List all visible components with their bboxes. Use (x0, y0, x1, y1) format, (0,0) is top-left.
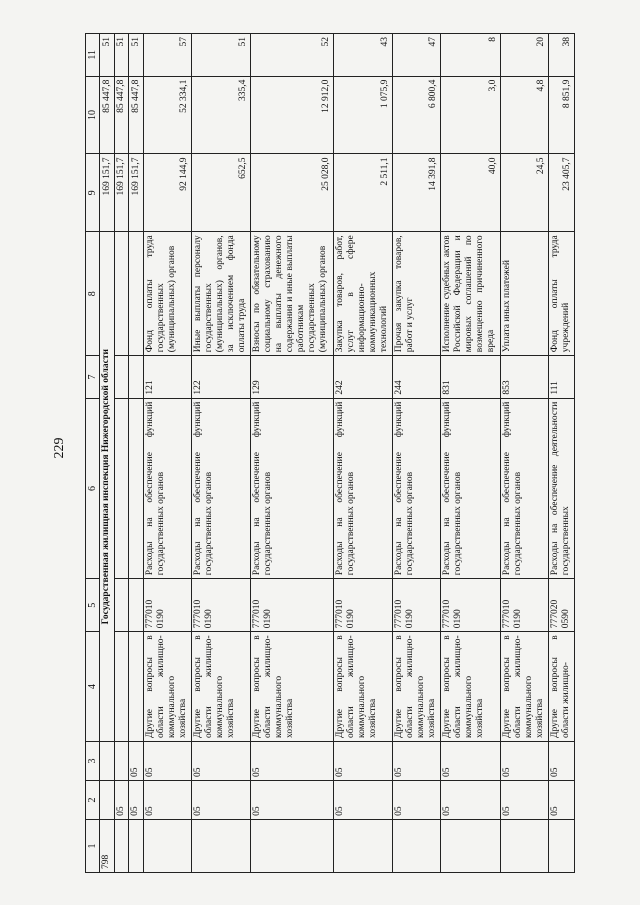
cell-c7: 242 (333, 356, 393, 398)
cell-v10: 335,4 (191, 76, 251, 154)
cell-c5: 777010 0190 (143, 579, 191, 632)
cell-c1 (501, 819, 549, 872)
col-header: 8 (86, 232, 100, 356)
cell-c7: 129 (251, 356, 333, 398)
cell-c7: 831 (441, 356, 501, 398)
cell-c3: 05 (143, 742, 191, 781)
cell-c2: 05 (191, 780, 251, 819)
table-row (251, 34, 333, 873)
cell-c7: 111 (549, 356, 575, 398)
budget-table (85, 33, 575, 873)
cell-v10: 1 075,9 (333, 76, 393, 154)
dept-title: Государственная жилищная инспекция Нижегородской области (100, 232, 114, 742)
cell-c4: Другие вопросы в области жилищно-коммунального хозяйства (501, 632, 549, 742)
cell-c3: 05 (501, 742, 549, 781)
cell-c1 (251, 819, 333, 872)
cell-c1 (191, 819, 251, 872)
cell-c5: 777010 0190 (251, 579, 333, 632)
cell-v9: 652,5 (191, 154, 251, 232)
page-number: 229 (52, 437, 67, 459)
header-row (86, 34, 100, 873)
cell-c8: Фонд оплаты труда учреждений (549, 232, 575, 356)
cell-v10: 6 800,4 (393, 76, 441, 154)
cell-c8: Взносы по обязательному социальному страхованию на выплаты денежного содержания и иные выплаты работникам государственных (муниципальных) органов (251, 232, 333, 356)
cell-v10: 52 334,1 (143, 76, 191, 154)
subtotal-row: 05 05 169 151,7 85 447,8 51 (129, 34, 143, 873)
col-header: 7 (86, 356, 100, 398)
cell-c8: Уплата иных платежей (501, 232, 549, 356)
cell-c6: Расходы на обеспечение деятельности государственных (549, 398, 575, 579)
cell-v10: 4,8 (501, 76, 549, 154)
cell-c2: 05 (441, 780, 501, 819)
cell-v11: 51 (191, 34, 251, 77)
col-header: 3 (86, 742, 100, 781)
cell-c4: Другие вопросы в области жилищно-коммунального хозяйства (333, 632, 393, 742)
table-body (143, 34, 574, 873)
cell-c6: Расходы на обеспечение функций государственных органов (441, 398, 501, 579)
cell-c7: 853 (501, 356, 549, 398)
col-header: 6 (86, 398, 100, 579)
subtotal-row: 05 169 151,7 85 447,8 51 (114, 34, 128, 873)
cell-c8: Фонд оплаты труда государственных (муниципальных) органов (143, 232, 191, 356)
cell-c8: Иные выплаты персоналу государственных (муниципальных) органов, за исключением фонда оплаты труда (191, 232, 251, 356)
col-header: 1 (86, 819, 100, 872)
total-col11: 51 (100, 34, 114, 77)
cell-v10: 12 912,0 (251, 76, 333, 154)
cell-v11: 57 (143, 34, 191, 77)
cell-c1 (333, 819, 393, 872)
col-header: 9 (86, 154, 100, 232)
cell-v9: 92 144,9 (143, 154, 191, 232)
cell-c6: Расходы на обеспечение функций государственных органов (393, 398, 441, 579)
cell-c3: 05 (549, 742, 575, 781)
cell-v9: 25 028,0 (251, 154, 333, 232)
cell-c3: 05 (251, 742, 333, 781)
cell-v9: 24,5 (501, 154, 549, 232)
total-col10: 85 447,8 (100, 76, 114, 154)
cell-c1 (393, 819, 441, 872)
cell-c4: Другие вопросы в области жилищно- (549, 632, 575, 742)
cell-c2: 05 (393, 780, 441, 819)
cell-v11: 43 (333, 34, 393, 77)
cell-c3: 05 (393, 742, 441, 781)
cell-c4: Другие вопросы в области жилищно-коммунального хозяйства (191, 632, 251, 742)
table-row (441, 34, 501, 873)
cell-c3: 05 (441, 742, 501, 781)
total-col9: 169 151,7 (100, 154, 114, 232)
cell-c6: Расходы на обеспечение функций государственных органов (333, 398, 393, 579)
cell-c6: Расходы на обеспечение функций государственных органов (143, 398, 191, 579)
cell-v11: 38 (549, 34, 575, 77)
cell-c8: Закупка товаров, работ, услуг в сфере информационно-коммуникационных технологий (333, 232, 393, 356)
cell-c8: Прочая закупка товаров, работ и услуг (393, 232, 441, 356)
cell-c1 (441, 819, 501, 872)
cell-c8: Исполнение судебных актов Российской Федерации и мировых соглашений по возмещению причиненного вреда (441, 232, 501, 356)
cell-c4: Другие вопросы в области жилищно-коммунального хозяйства (393, 632, 441, 742)
rotated-table-container (85, 33, 575, 873)
col-header: 2 (86, 780, 100, 819)
cell-c4: Другие вопросы в области жилищно-коммунального хозяйства (251, 632, 333, 742)
cell-v11: 20 (501, 34, 549, 77)
cell-c5: 777020 0590 (549, 579, 575, 632)
cell-v11: 8 (441, 34, 501, 77)
cell-c5: 777010 0190 (441, 579, 501, 632)
cell-v11: 47 (393, 34, 441, 77)
cell-c7: 244 (393, 356, 441, 398)
cell-v10: 8 851,9 (549, 76, 575, 154)
cell-c7: 122 (191, 356, 251, 398)
cell-c6: Расходы на обеспечение функций государственных органов (501, 398, 549, 579)
table-row (501, 34, 549, 873)
cell-c3: 05 (191, 742, 251, 781)
cell-c1 (549, 819, 575, 872)
cell-c4: Другие вопросы в области жилищно-коммунального хозяйства (441, 632, 501, 742)
cell-c2: 05 (501, 780, 549, 819)
cell-c1 (143, 819, 191, 872)
table-row (333, 34, 393, 873)
cell-v9: 2 511,1 (333, 154, 393, 232)
cell-v9: 23 405,7 (549, 154, 575, 232)
table-row (143, 34, 191, 873)
table-row (549, 34, 575, 873)
cell-c5: 777010 0190 (393, 579, 441, 632)
cell-c3: 05 (333, 742, 393, 781)
cell-c2: 05 (251, 780, 333, 819)
cell-c7: 121 (143, 356, 191, 398)
cell-c2: 05 (549, 780, 575, 819)
cell-v10: 3,0 (441, 76, 501, 154)
cell-c4: Другие вопросы в области жилищно-коммунального хозяйства (143, 632, 191, 742)
cell-v9: 40,0 (441, 154, 501, 232)
cell-c5: 777010 0190 (501, 579, 549, 632)
cell-c5: 777010 0190 (191, 579, 251, 632)
col-header: 11 (86, 34, 100, 77)
cell-v9: 14 391,8 (393, 154, 441, 232)
col-header: 5 (86, 579, 100, 632)
cell-c2: 05 (333, 780, 393, 819)
dept-row (100, 34, 114, 873)
cell-c6: Расходы на обеспечение функций государственных органов (191, 398, 251, 579)
cell-c2: 05 (143, 780, 191, 819)
table-row (191, 34, 251, 873)
col-header: 10 (86, 76, 100, 154)
cell-c6: Расходы на обеспечение функций государственных органов (251, 398, 333, 579)
cell-v11: 52 (251, 34, 333, 77)
col-header: 4 (86, 632, 100, 742)
dept-code: 798 (100, 819, 114, 872)
table-row (393, 34, 441, 873)
cell-c5: 777010 0190 (333, 579, 393, 632)
